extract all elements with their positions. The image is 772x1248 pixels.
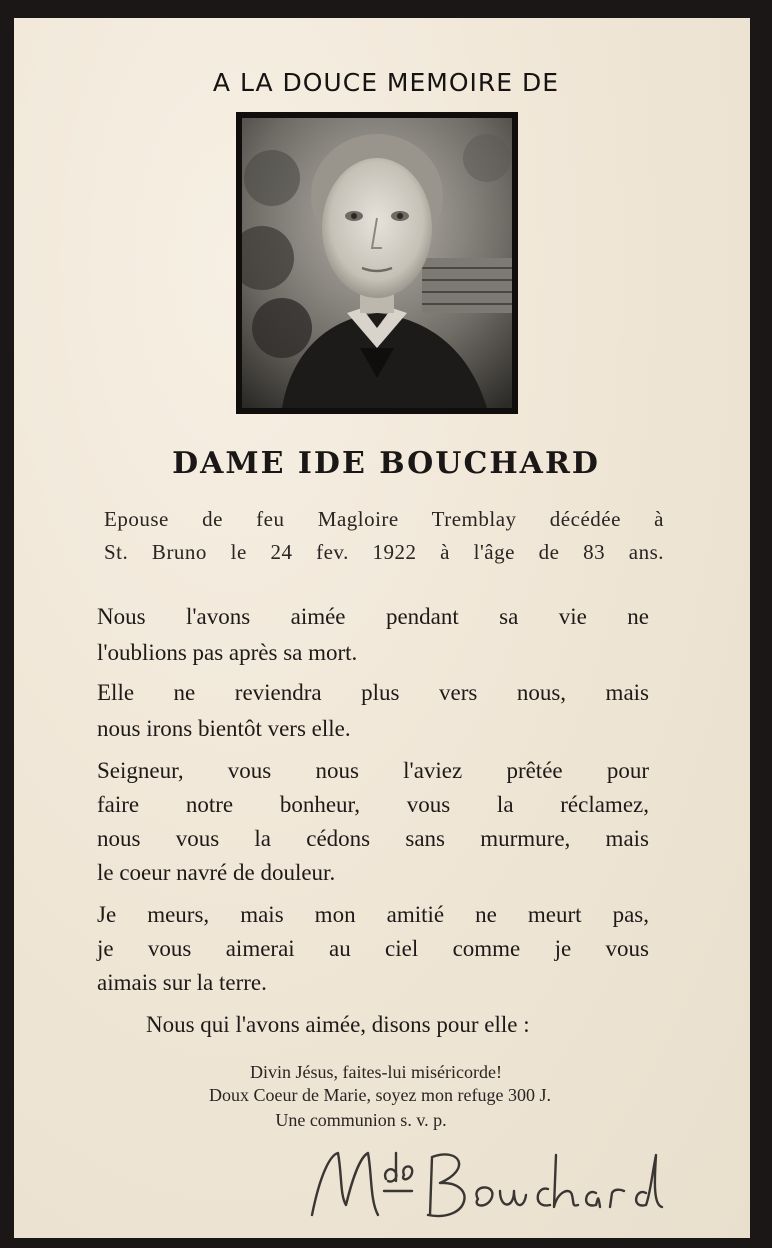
verse-2-line-1: Elle ne reviendra plus vers nous, mais <box>97 680 649 705</box>
deceased-name: DAME IDE BOUCHARD <box>172 446 600 481</box>
verse-1-line-2: l'oublions pas après sa mort. <box>97 640 358 665</box>
verse-5-line-1: Nous qui l'avons aimée, disons pour elle : <box>146 1012 530 1037</box>
verse-3-line-4: le coeur navré de douleur. <box>97 860 336 885</box>
handwritten-signature <box>300 1135 730 1235</box>
verse-4-line-2: je vous aimerai au ciel comme je vous <box>97 936 649 961</box>
signature-image <box>300 1135 730 1235</box>
verse-3-line-1: Seigneur, vous nous l'aviez prêtée pour <box>97 758 649 783</box>
verse-3-line-3: nous vous la cédons sans murmure, mais <box>97 826 649 851</box>
subtitle-line-1: Epouse de feu Magloire Tremblay décédée à <box>104 507 664 531</box>
card-header: A LA DOUCE MEMOIRE DE <box>212 68 560 97</box>
prayer-line-1: Divin Jésus, faites-lui miséricorde! <box>250 1062 502 1082</box>
prayer-line-2: Doux Coeur de Marie, soyez mon refuge 300 J. <box>209 1085 551 1105</box>
portrait-photo <box>236 112 518 414</box>
portrait-image <box>242 118 512 408</box>
verse-4-line-1: Je meurs, mais mon amitié ne meurt pas, <box>97 902 649 927</box>
verse-2-line-2: nous irons bientôt vers elle. <box>97 716 351 741</box>
verse-4-line-3: aimais sur la terre. <box>97 970 267 995</box>
verse-3-line-2: faire notre bonheur, vous la réclamez, <box>97 792 649 817</box>
prayer-line-3: Une communion s. v. p. <box>275 1110 447 1130</box>
subtitle-line-2: St. Bruno le 24 fev. 1922 à l'âge de 83 ans. <box>104 540 664 564</box>
verse-1-line-1: Nous l'avons aimée pendant sa vie ne <box>97 604 649 629</box>
